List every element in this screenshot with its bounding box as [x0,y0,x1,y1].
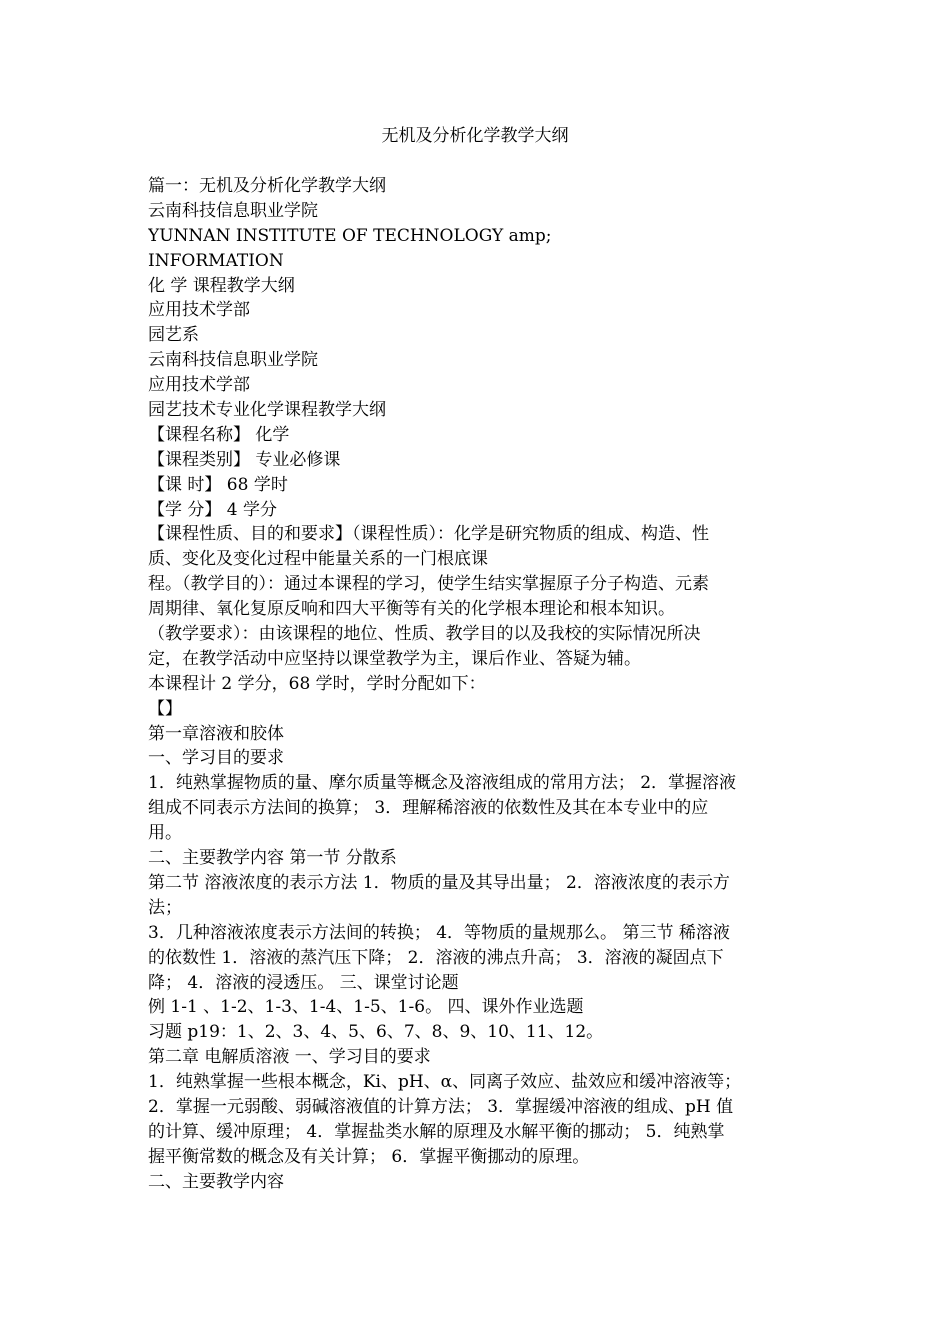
text-line: 二、主要教学内容 [148,1171,284,1192]
text-line: 应用技术学部 [148,300,250,321]
text-line: 园艺系 [148,325,199,346]
text-line: 【课程类别】 专业必修课 [148,449,341,470]
document-body [148,174,808,1195]
text-line: （教学要求）：由该课程的地位、性质、教学目的以及我校的实际情况所决 [148,624,701,645]
text-line: 周期律、氧化复原反响和四大平衡等有关的化学根本理论和根本知识。 [148,599,675,620]
text-line: 用。 [148,823,182,844]
text-line: 二、主要教学内容 第一节 分散系 [148,848,397,869]
text-line: 的依数性 1．溶液的蒸汽压下降； 2．溶液的沸点升高； 3．溶液的凝固点下 [148,947,724,968]
text-line: 【】 [148,698,182,719]
text-line: 【课 时】 68 学时 [148,474,288,495]
text-line: 一、学习目的要求 [148,748,284,769]
text-line: 2．掌握一元弱酸、弱碱溶液值的计算方法； 3．掌握缓冲溶液的组成、pH 值 [148,1096,734,1117]
text-line: 握平衡常数的概念及有关计算； 6．掌握平衡挪动的原理。 [148,1146,590,1167]
text-line: 1．纯熟掌握物质的量、摩尔质量等概念及溶液组成的常用方法； 2．掌握溶液 [148,773,737,794]
text-line: 本课程计 2 学分，68 学时，学时分配如下： [148,673,486,694]
text-line: 定，在教学活动中应坚持以课堂教学为主，课后作业、答疑为辅。 [148,648,641,669]
text-line: 第二节 溶液浓度的表示方法 1．物质的量及其导出量； 2．溶液浓度的表示方 [148,872,730,893]
text-line: 园艺技术专业化学课程教学大纲 [148,400,386,421]
text-line: 法； [148,897,182,918]
text-line: 程。（教学目的）：通过本课程的学习，使学生结实掌握原子分子构造、元素 [148,574,709,595]
text-line: 降； 4．溶液的浸透压。 三、课堂讨论题 [148,972,459,993]
text-line: 应用技术学部 [148,375,250,396]
text-line: 第一章溶液和胶体 [148,723,284,744]
text-line: 【学 分】 4 学分 [148,499,278,520]
document-title: 无机及分析化学教学大纲 [381,126,569,146]
text-line: 质、变化及变化过程中能量关系的一门根底课 [148,549,488,570]
text-line: 云南科技信息职业学院 [148,200,318,221]
text-line: 【课程名称】 化学 [148,424,290,445]
text-line: 3．几种溶液浓度表示方法间的转换； 4．等物质的量规那么。 第三节 稀溶液 [148,922,730,943]
text-line: 化 学 课程教学大纲 [148,275,295,296]
text-line: 【课程性质、目的和要求】（课程性质）：化学是研究物质的组成、构造、性 [148,524,709,545]
text-line: 第二章 电解质溶液 一、学习目的要求 [148,1047,431,1068]
text-line: 习题 p19：1、2、3、4、5、6、7、8、9、10、11、12。 [148,1022,604,1043]
text-line: 篇一：无机及分析化学教学大纲 [148,176,386,196]
text-line: 例 1-1 、1-2、1-3、1-4、1-5、1-6。 四、课外作业选题 [148,997,584,1018]
text-line: 的计算、缓冲原理； 4．掌握盐类水解的原理及水解平衡的挪动； 5．纯熟掌 [148,1121,725,1142]
text-line: 1．纯熟掌握一些根本概念，Ki、pH、α、同离子效应、盐效应和缓冲溶液等； [148,1072,742,1093]
text-line: YUNNAN INSTITUTE OF TECHNOLOGY amp; [148,225,552,246]
text-line: 组成不同表示方法间的换算； 3．理解稀溶液的依数性及其在本专业中的应 [148,798,709,819]
text-line: 云南科技信息职业学院 [148,350,318,371]
text-line: INFORMATION [148,250,284,271]
